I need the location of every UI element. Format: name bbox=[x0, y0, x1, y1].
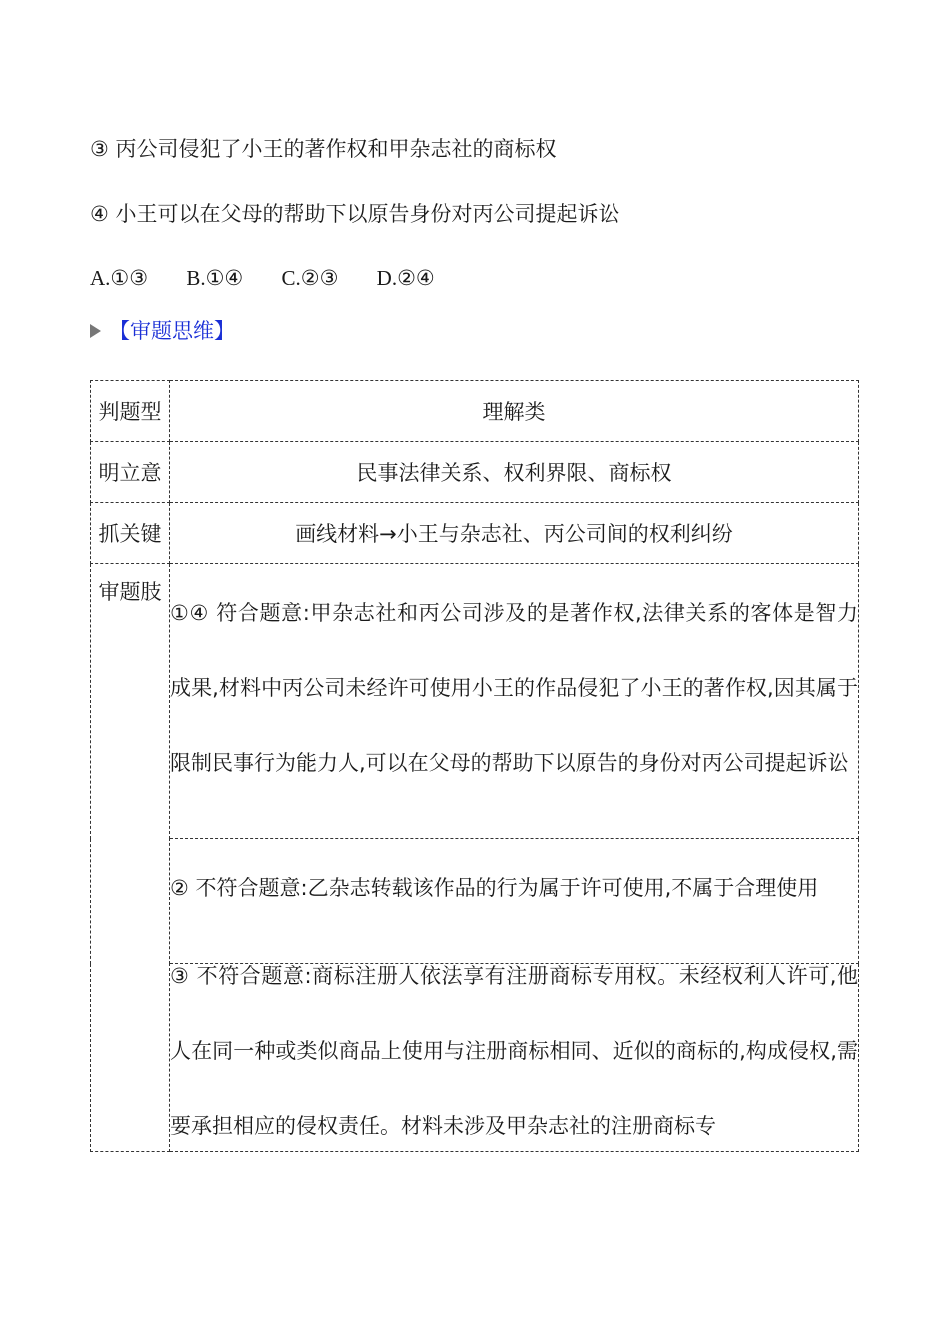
analysis-label: 审题肢 bbox=[91, 564, 170, 1152]
choice-c: C.②③ bbox=[281, 266, 339, 290]
option-4: ④ 小王可以在父母的帮助下以原告身份对丙公司提起诉讼 bbox=[90, 202, 620, 226]
row-label: 判题型 bbox=[91, 381, 170, 442]
analysis-table bbox=[90, 380, 859, 1152]
row-label: 抓关键 bbox=[91, 503, 170, 564]
table-row bbox=[91, 564, 859, 839]
table-row bbox=[91, 381, 859, 442]
section-heading[interactable] bbox=[90, 316, 235, 346]
option-3: ③ 丙公司侵犯了小王的著作权和甲杂志社的商标权 bbox=[90, 137, 557, 161]
row-label: 明立意 bbox=[91, 442, 170, 503]
choice-a: A.①③ bbox=[90, 266, 149, 290]
row-content: 民事法律关系、权利界限、商标权 bbox=[170, 442, 859, 503]
analysis-item-1: ①④ 符合题意:甲杂志社和丙公司涉及的是著作权,法律关系的客体是智力成果,材料中丙公司未经许可使用小王的作品侵犯了小王的著作权,因其属于限制民事行为能力人,可以在父母的帮助下以原告的身份对丙公司提起诉讼 bbox=[170, 564, 859, 839]
section-heading-text: 【审题思维】 bbox=[109, 319, 235, 343]
row-content: 理解类 bbox=[170, 381, 859, 442]
choice-b: B.①④ bbox=[186, 266, 244, 290]
answer-choices bbox=[90, 263, 468, 293]
row-content: 画线材料→小王与杂志社、丙公司间的权利纠纷 bbox=[170, 503, 859, 564]
table-row bbox=[91, 839, 859, 964]
analysis-item-3: ③ 不符合题意:商标注册人依法享有注册商标专用权。未经权利人许可,他人在同一种或类似商品上使用与注册商标相同、近似的商标的,构成侵权,需要承担相应的侵权责任。材料未涉及甲杂志社的注册商标专 bbox=[170, 964, 859, 1152]
table-row bbox=[91, 964, 859, 1152]
table-row bbox=[91, 442, 859, 503]
choice-d: D.②④ bbox=[376, 266, 435, 290]
table-row bbox=[91, 503, 859, 564]
triangle-right-icon bbox=[90, 324, 101, 338]
analysis-item-2: ② 不符合题意:乙杂志转载该作品的行为属于许可使用,不属于合理使用 bbox=[170, 839, 859, 964]
